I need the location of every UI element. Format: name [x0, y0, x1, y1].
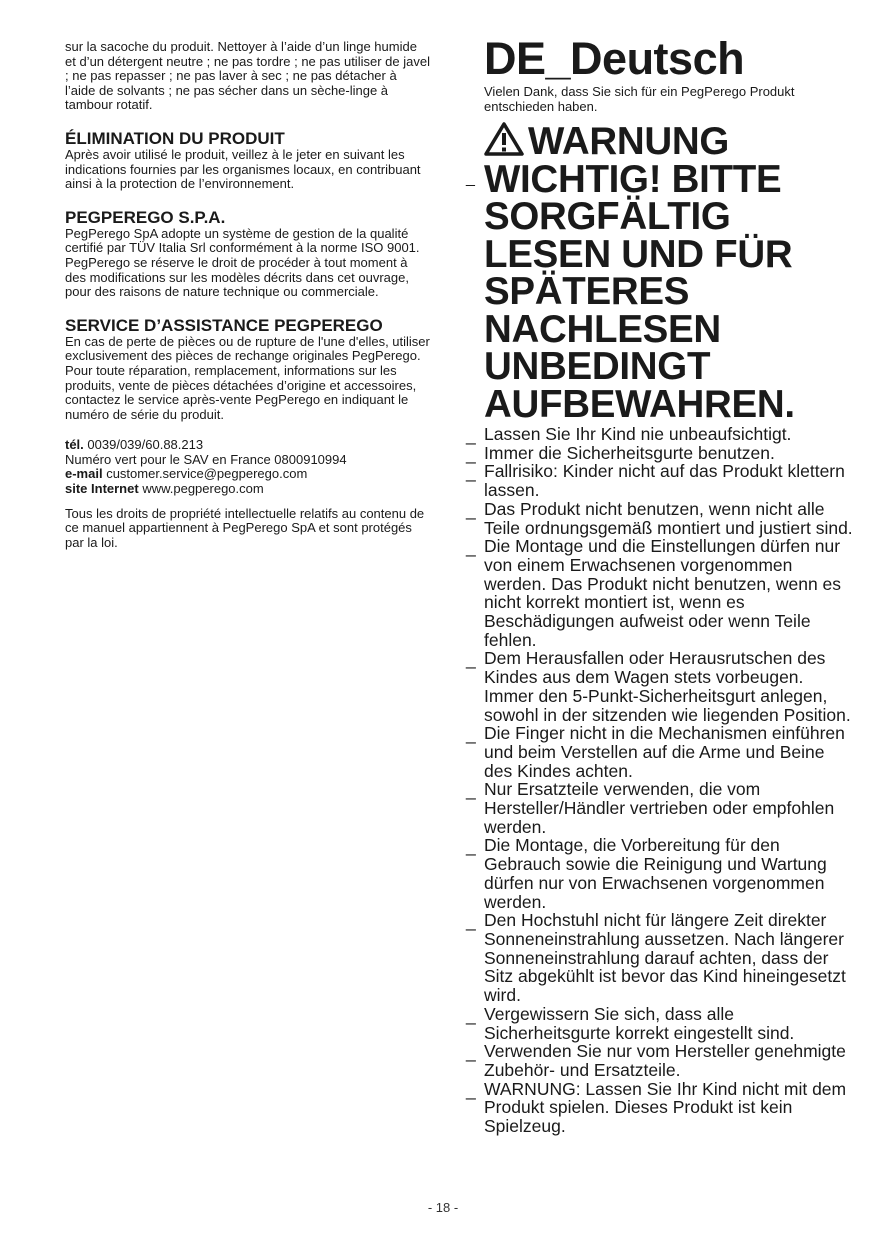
disposal-section	[65, 129, 430, 192]
list-dash: _	[466, 724, 476, 745]
safety-rule-text: Dem Herausfallen oder Herausrutschen des Kindes aus dem Wagen stets vorbeugen. Immer den 5-Punkt-Sicherheitsgurt anlegen, sowohl in der sitzenden wie liegenden Position.	[484, 648, 851, 725]
copyright-text: Tous les droits de propriété intellectuelle relatifs au contenu de ce manuel appartiennent à PegPerego SpA et sont protégés par la loi.	[65, 505, 425, 550]
safety-rules-list	[466, 425, 856, 1136]
list-dash: _	[466, 499, 476, 520]
safety-rule-item	[466, 1042, 856, 1079]
service-text: En cas de perte de pièces ou de rupture de l'une d'elles, utiliser exclusivement des pièces de rechange originales PegPerego. Pour toute réparation, remplacement, informations sur les produits, vente de pièces détachées d’origine et accessoires, contactez le service après-vente PegPerego en indiquant le numéro de série du produit.	[65, 333, 430, 422]
phone-line	[65, 438, 430, 453]
language-title: DE_Deutsch	[484, 33, 745, 84]
list-dash: _	[466, 911, 476, 932]
safety-rule-item	[466, 836, 856, 911]
contact-block	[65, 438, 430, 496]
safety-rule-text: Vergewissern Sie sich, dass alle Sicherheitsgurte korrekt eingestellt sind.	[484, 1003, 795, 1043]
list-dash: _	[466, 462, 476, 483]
safety-rule-item	[466, 444, 856, 463]
care-instructions-section	[65, 40, 430, 113]
list-dash: _	[466, 1004, 476, 1025]
safety-rule-item	[466, 724, 856, 780]
phone-value: 0039/039/60.88.213	[87, 437, 204, 453]
list-dash: _	[466, 649, 476, 670]
warning-text: WICHTIG! BITTE SORGFÄLTIG LESEN UND FÜR SPÄTERES NACHLESEN UNBEDINGT AUFBEWAHREN.	[484, 157, 795, 426]
safety-rule-item	[466, 911, 856, 1005]
safety-rule-text: Fallrisiko: Kinder nicht auf das Produkt klettern lassen.	[484, 461, 845, 501]
warning-word: WARNUNG	[528, 120, 730, 163]
page-number: - 18 -	[427, 1200, 459, 1215]
company-section	[65, 208, 430, 300]
safety-rule-item	[466, 780, 856, 836]
safety-rule-item	[466, 537, 856, 649]
right-column	[466, 34, 856, 1136]
list-dash: _	[466, 443, 476, 464]
list-dash: _	[466, 537, 476, 558]
list-dash: _	[466, 425, 476, 445]
warning-heading	[484, 120, 856, 426]
service-heading: SERVICE D’ASSISTANCE PEGPEREGO	[65, 315, 383, 335]
company-text: PegPerego SpA adopte un système de gestion de la qualité certifié par TÜV Italia Srl conformément à la norme ISO 9001. PegPerego se réserve le droit de procéder à tout moment à des modifications sur les modèles décrits dans cet ouvrage, pour des raisons de nature technique ou commerciale.	[65, 225, 420, 300]
warning-dash: _	[466, 170, 475, 187]
safety-rule-text: Das Produkt nicht benutzen, wenn nicht alle Teile ordnungsgemäß montiert und justiert sind.	[484, 498, 853, 538]
safety-rule-text: Die Montage und die Einstellungen dürfen nur von einem Erwachsenen vorgenommen werden. Das Produkt nicht benutzen, wenn es nicht korrekt montiert ist, wenn es Beschädigungen aufweist oder wenn Teile fehlen.	[484, 536, 842, 650]
safety-rule-item	[466, 500, 856, 537]
website-label: site Internet	[65, 481, 139, 497]
warning-triangle-icon	[484, 122, 524, 156]
safety-rule-item	[466, 462, 856, 499]
safety-rule-item	[466, 425, 856, 444]
safety-rule-text: WARNUNG: Lassen Sie Ihr Kind nicht mit dem Produkt spielen. Dieses Produkt ist kein Spielzeug.	[484, 1078, 847, 1137]
email-line	[65, 467, 430, 482]
list-dash: _	[466, 1079, 476, 1100]
email-value[interactable]: customer.service@pegperego.com	[106, 466, 308, 482]
left-column	[65, 40, 430, 550]
list-dash: _	[466, 1042, 476, 1063]
company-heading: PEGPEREGO S.P.A.	[65, 207, 226, 227]
safety-rule-text: Den Hochstuhl nicht für längere Zeit direkter Sonneneinstrahlung aussetzen. Nach längerer Sonneneinstrahlung darauf achten, dass der Sitz abgekühlt ist bevor das Kind hineingesetzt wird.	[484, 910, 846, 1006]
safety-rule-item	[466, 1080, 856, 1136]
safety-rule-item	[466, 649, 856, 724]
warning-block	[466, 120, 856, 426]
website-value[interactable]: www.pegperego.com	[142, 481, 264, 497]
safety-rule-text: Nur Ersatzteile verwenden, die vom Hersteller/Händler vertrieben oder empfohlen werden.	[484, 779, 835, 837]
safety-rule-text: Die Finger nicht in die Mechanismen einführen und beim Verstellen auf die Arme und Beine des Kindes achten.	[484, 723, 845, 781]
safety-rule-text: Verwenden Sie nur vom Hersteller genehmigte Zubehör- und Ersatzteile.	[484, 1041, 846, 1080]
list-dash: _	[466, 836, 476, 857]
care-instructions-text: sur la sacoche du produit. Nettoyer à l’aide d’un linge humide et d’un détergent neutre ; ne pas tordre ; ne pas utiliser de javel ; ne pas repasser ; ne pas laver à sec ; ne pas détacher à l’aide de solvants ; ne pas sécher dans un sèche-linge à tambour rotatif.	[65, 39, 430, 113]
green-number-line: Numéro vert pour le SAV en France 0800910994	[65, 451, 347, 467]
safety-rule-text: Die Montage, die Vorbereitung für den Gebrauch sowie die Reinigung und Wartung dürfen nur von Erwachsenen vorgenommen werden.	[484, 835, 827, 912]
intro-text: Vielen Dank, dass Sie sich für ein PegPerego Produkt entschieden haben.	[484, 84, 795, 114]
safety-rule-item	[466, 1005, 856, 1042]
email-label: e-mail	[65, 466, 103, 482]
disposal-heading: ÉLIMINATION DU PRODUIT	[65, 128, 285, 148]
list-dash: _	[466, 780, 476, 801]
safety-rule-text: Lassen Sie Ihr Kind nie unbeaufsichtigt.	[484, 424, 792, 444]
safety-rule-text: Immer die Sicherheitsgurte benutzen.	[484, 442, 775, 463]
website-line	[65, 482, 430, 497]
service-section	[65, 316, 430, 423]
disposal-text: Après avoir utilisé le produit, veillez à le jeter en suivant les indications fournies par les organismes locaux, en contribuant ainsi à la protection de l’environnement.	[65, 146, 421, 192]
phone-label: tél.	[65, 437, 84, 453]
